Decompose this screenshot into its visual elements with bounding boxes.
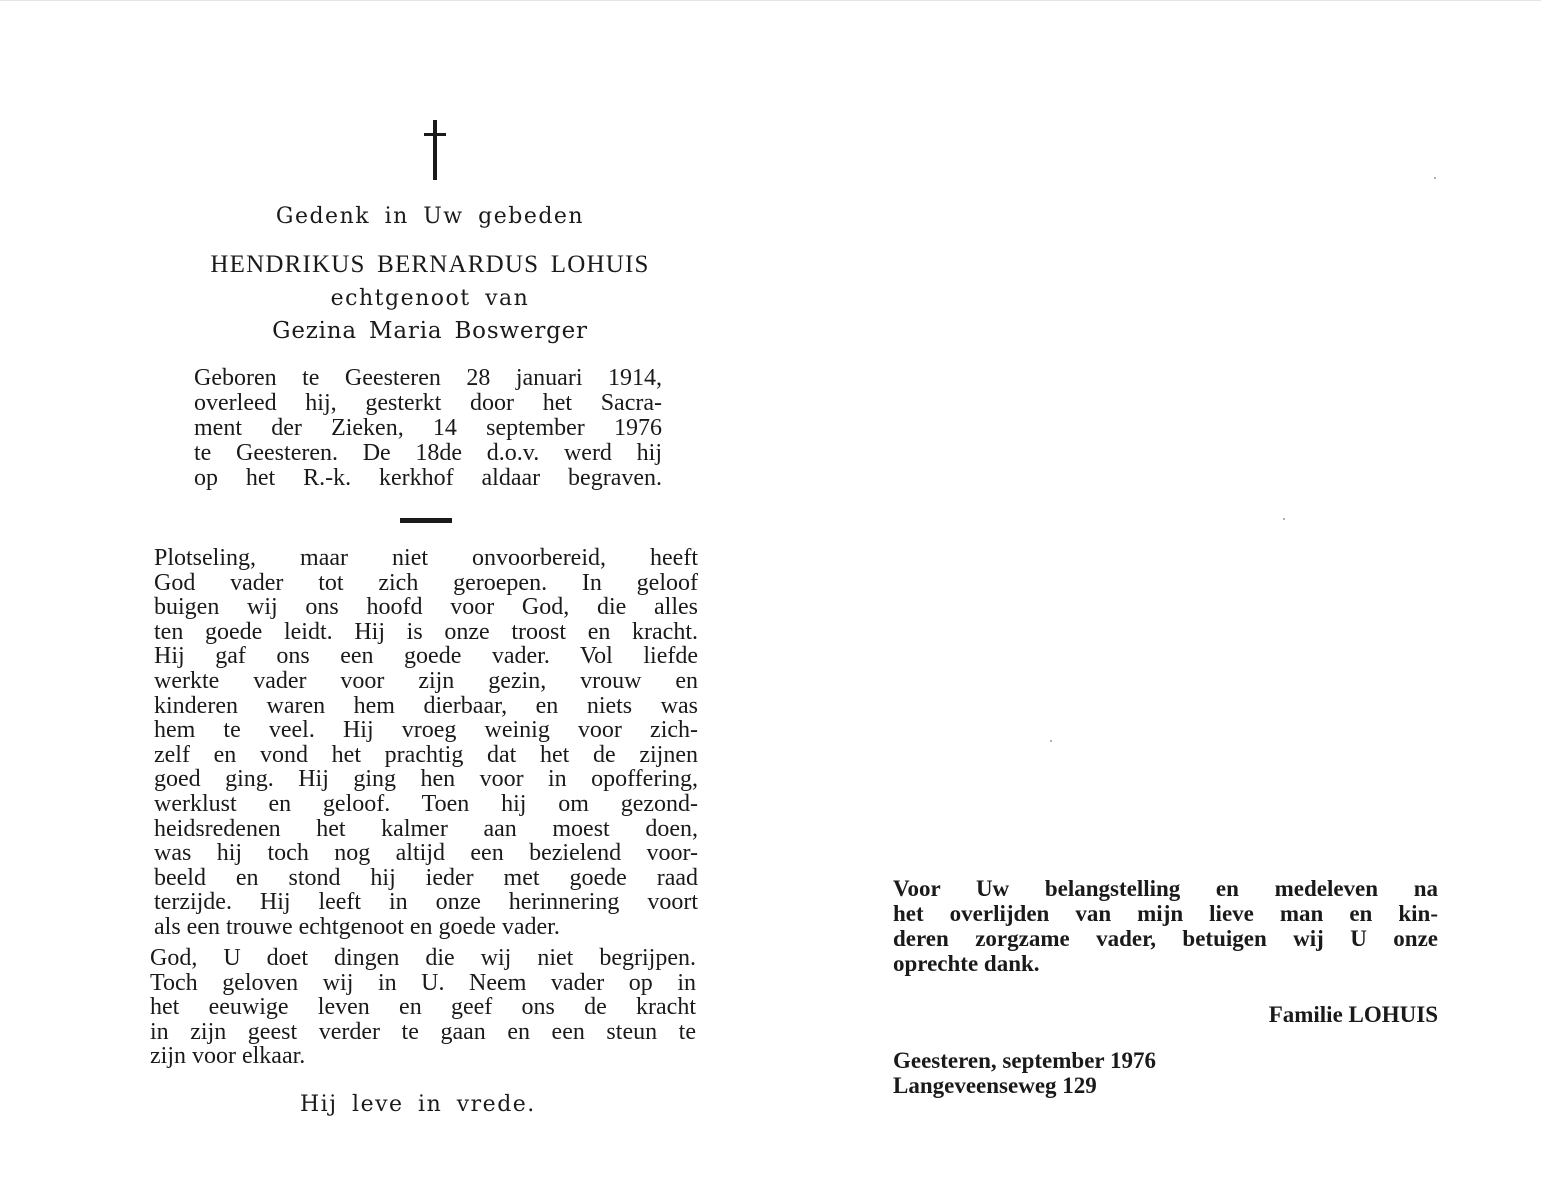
memorial-line: hem te veel. Hij vroeg weinig voor zich- — [154, 717, 698, 744]
prayer-line: God, U doet dingen die wij niet begrijpen. — [150, 945, 696, 971]
scan-speck — [1434, 177, 1436, 179]
memorial-line: werkte vader voor zijn gezin, vrouw en — [154, 667, 698, 694]
invocation: Gedenk in Uw gebeden — [275, 204, 585, 229]
deceased-name: HENDRIKUS BERNARDUS LOHUIS — [210, 251, 650, 278]
section-divider — [400, 518, 452, 523]
memorial-line: terzijde. Hij leeft in onze herinnering voort — [154, 889, 698, 916]
memorial-line: was hij toch nog altijd een bezielend voor- — [154, 840, 698, 867]
birth-death-line: te Geesteren. De 18de d.o.v. werd hij — [194, 440, 662, 466]
memorial-line: God vader tot zich geroepen. In geloof — [154, 569, 698, 596]
thanks-line: oprechte dank. — [893, 951, 1040, 976]
memorial-line: Plotseling, maar niet onvoorbereid, heeft — [154, 545, 698, 571]
memorial-line: ten goede leidt. Hij is onze troost en kracht. — [154, 618, 698, 645]
closing-line: Hij leve in vrede. — [300, 1092, 536, 1117]
relation: echtgenoot van — [330, 286, 530, 311]
thanks-line: deren zorgzame vader, betuigen wij U onze — [893, 926, 1438, 951]
place-date: Geesteren, september 1976 — [893, 1048, 1156, 1073]
memorial-paragraph — [154, 546, 698, 940]
memorial-line: als een trouwe echtgenoot en goede vader. — [154, 913, 560, 940]
memorial-line: werklust en geloof. Toen hij om gezond- — [154, 790, 698, 817]
birth-death-line: ment der Zieken, 14 september 1976 — [194, 415, 662, 441]
memorial-line: buigen wij ons hoofd voor God, die alles — [154, 594, 698, 621]
thanks-line: Voor Uw belangstelling en medeleven na — [893, 876, 1438, 901]
prayer-line: in zijn geest verder te gaan en een steun te — [150, 1018, 696, 1045]
memorial-line: heidsredenen het kalmer aan moest doen, — [154, 815, 698, 842]
prayer-line: Toch geloven wij in U. Neem vader op in — [150, 969, 696, 996]
prayer-line: het eeuwige leven en geef ons de kracht — [150, 994, 696, 1021]
memorial-line: kinderen waren hem dierbaar, en niets was — [154, 692, 698, 719]
birth-death-paragraph — [194, 366, 662, 491]
memorial-left-page — [150, 0, 700, 1200]
scan-speck — [1283, 518, 1285, 520]
thanks-paragraph — [893, 876, 1438, 976]
birth-death-line: op het R.-k. kerkhof aldaar begraven. — [194, 465, 662, 491]
memorial-line: zelf en vond het prachtig dat het de zijnen — [154, 741, 698, 768]
prayer-paragraph — [150, 946, 696, 1069]
birth-death-line: overleed hij, gesterkt door het Sacra- — [194, 390, 662, 416]
memorial-line: goed ging. Hij ging hen voor in opoffering, — [154, 766, 698, 793]
address: Langeveenseweg 129 — [893, 1073, 1097, 1098]
memorial-line: Hij gaf ons een goede vader. Vol liefde — [154, 643, 698, 670]
spouse-name: Gezina Maria Boswerger — [272, 318, 588, 344]
birth-death-line: Geboren te Geesteren 28 januari 1914, — [194, 365, 662, 391]
thanks-line: het overlijden van mijn lieve man en kin- — [893, 901, 1438, 926]
place-and-address — [893, 1048, 1156, 1098]
memorial-line: beeld en stond hij ieder met goede raad — [154, 864, 698, 891]
family-signature: Familie LOHUIS — [1268, 1002, 1438, 1027]
prayer-line: zijn voor elkaar. — [150, 1043, 306, 1070]
scan-speck — [1050, 740, 1052, 742]
cross-icon — [424, 120, 446, 180]
